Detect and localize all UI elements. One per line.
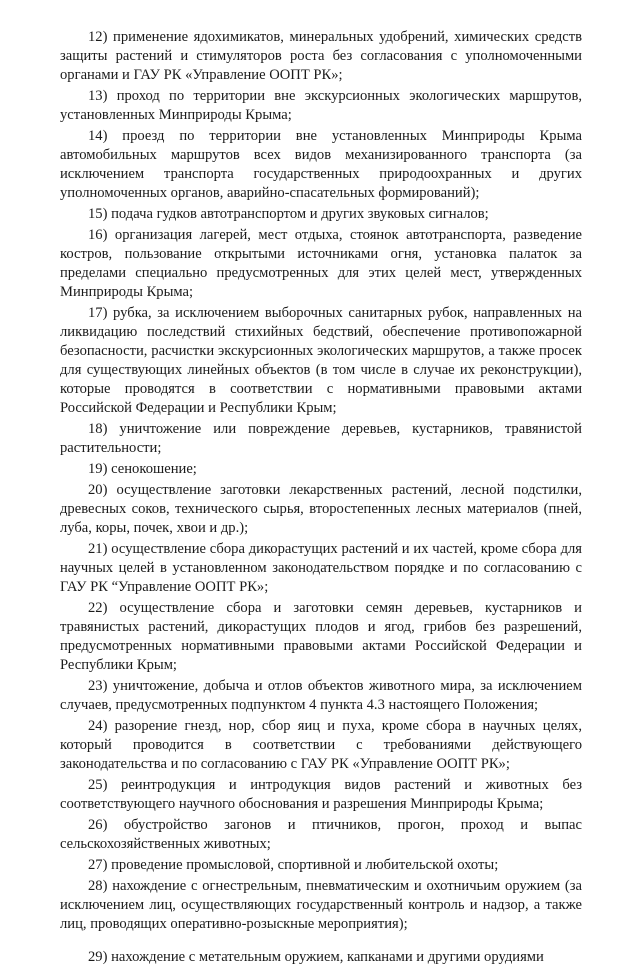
list-item-26: 26) обустройство загонов и птичников, прогон, проход и выпас сельскохозяйственных животных; [60,817,582,852]
list-item-19: 19) сенокошение; [88,461,197,477]
list-item-20: 20) осуществление заготовки лекарственных растений, лесной подстилки, древесных соков, технического сырья, второстепенных лесных материалов (пней, луба, коры, почек, хвои и др.); [60,482,582,536]
list-item-21: 21) осуществление сбора дикорастущих растений и их частей, кроме сбора для научных целей в установленном законодательством порядке и по согласованию с ГАУ РК “Управление ООПТ РК»; [60,541,582,595]
list-item-16: 16) организация лагерей, мест отдыха, стоянок автотранспорта, разведение костров, пользование открытыми источниками огня, установка палаток за пределами специально предусмотренных для этих целей мест, утвержденных Минприроды Крыма; [60,227,582,300]
list-item-28: 28) нахождение с огнестрельным, пневматическим и охотничьим оружием (за исключением лиц, осуществляющих государственный контроль и надзор, а также лиц, проводящих оперативно-розыскные мероприятия); [60,878,582,932]
document-page [60,28,582,969]
list-item-15: 15) подача гудков автотранспортом и других звуковых сигналов; [88,206,489,222]
list-item-17: 17) рубка, за исключением выборочных санитарных рубок, направленных на ликвидацию последствий стихийных бедствий, обеспечение противопожарной безопасности, расчистки экскурсионных экологических маршрутов, а также просек для существующих линейных объектов (в том числе в случае их реконструкции), которые проводятся в соответствии с нормативными правовыми актами Российской Федерации и Республики Крым; [60,305,582,416]
list-item-13: 13) проход по территории вне экскурсионных экологических маршрутов, установленных Минприроды Крыма; [60,88,582,123]
list-item-24: 24) разорение гнезд, нор, сбор яиц и пуха, кроме сбора в научных целях, который проводится в соответствии с требованиями действующего законодательства и по согласованию с ГАУ РК «Управление ООПТ РК»; [60,718,582,772]
list-item-18: 18) уничтожение или повреждение деревьев, кустарников, травянистой растительности; [60,421,582,456]
list-item-23: 23) уничтожение, добыча и отлов объектов животного мира, за исключением случаев, предусмотренных подпунктом 4 пункта 4.3 настоящего Положения; [60,678,582,713]
list-item-29: 29) нахождение с метательным оружием, капканами и другими орудиями [88,949,544,965]
list-item-14: 14) проезд по территории вне установленных Минприроды Крыма автомобильных маршрутов всех видов механизированного транспорта (за исключением транспорта государственных природоохранных и других уполномоченных органов, аварийно-спасательных формирований); [60,128,582,201]
list-item-12: 12) применение ядохимикатов, минеральных удобрений, химических средств защиты растений и стимуляторов роста без согласования с уполномоченными органами и ГАУ РК «Управление ООПТ РК»; [60,29,582,83]
list-item-27: 27) проведение промысловой, спортивной и любительской охоты; [88,857,499,873]
list-item-25: 25) реинтродукция и интродукция видов растений и животных без соответствующего научного обоснования и разрешения Минприроды Крыма; [60,777,582,812]
list-item-22: 22) осуществление сбора и заготовки семян деревьев, кустарников и травянистых растений, дикорастущих плодов и ягод, грибов без разрешений, предусмотренных нормативными правовыми актами Российской Федерации и Республики Крым; [60,600,582,673]
